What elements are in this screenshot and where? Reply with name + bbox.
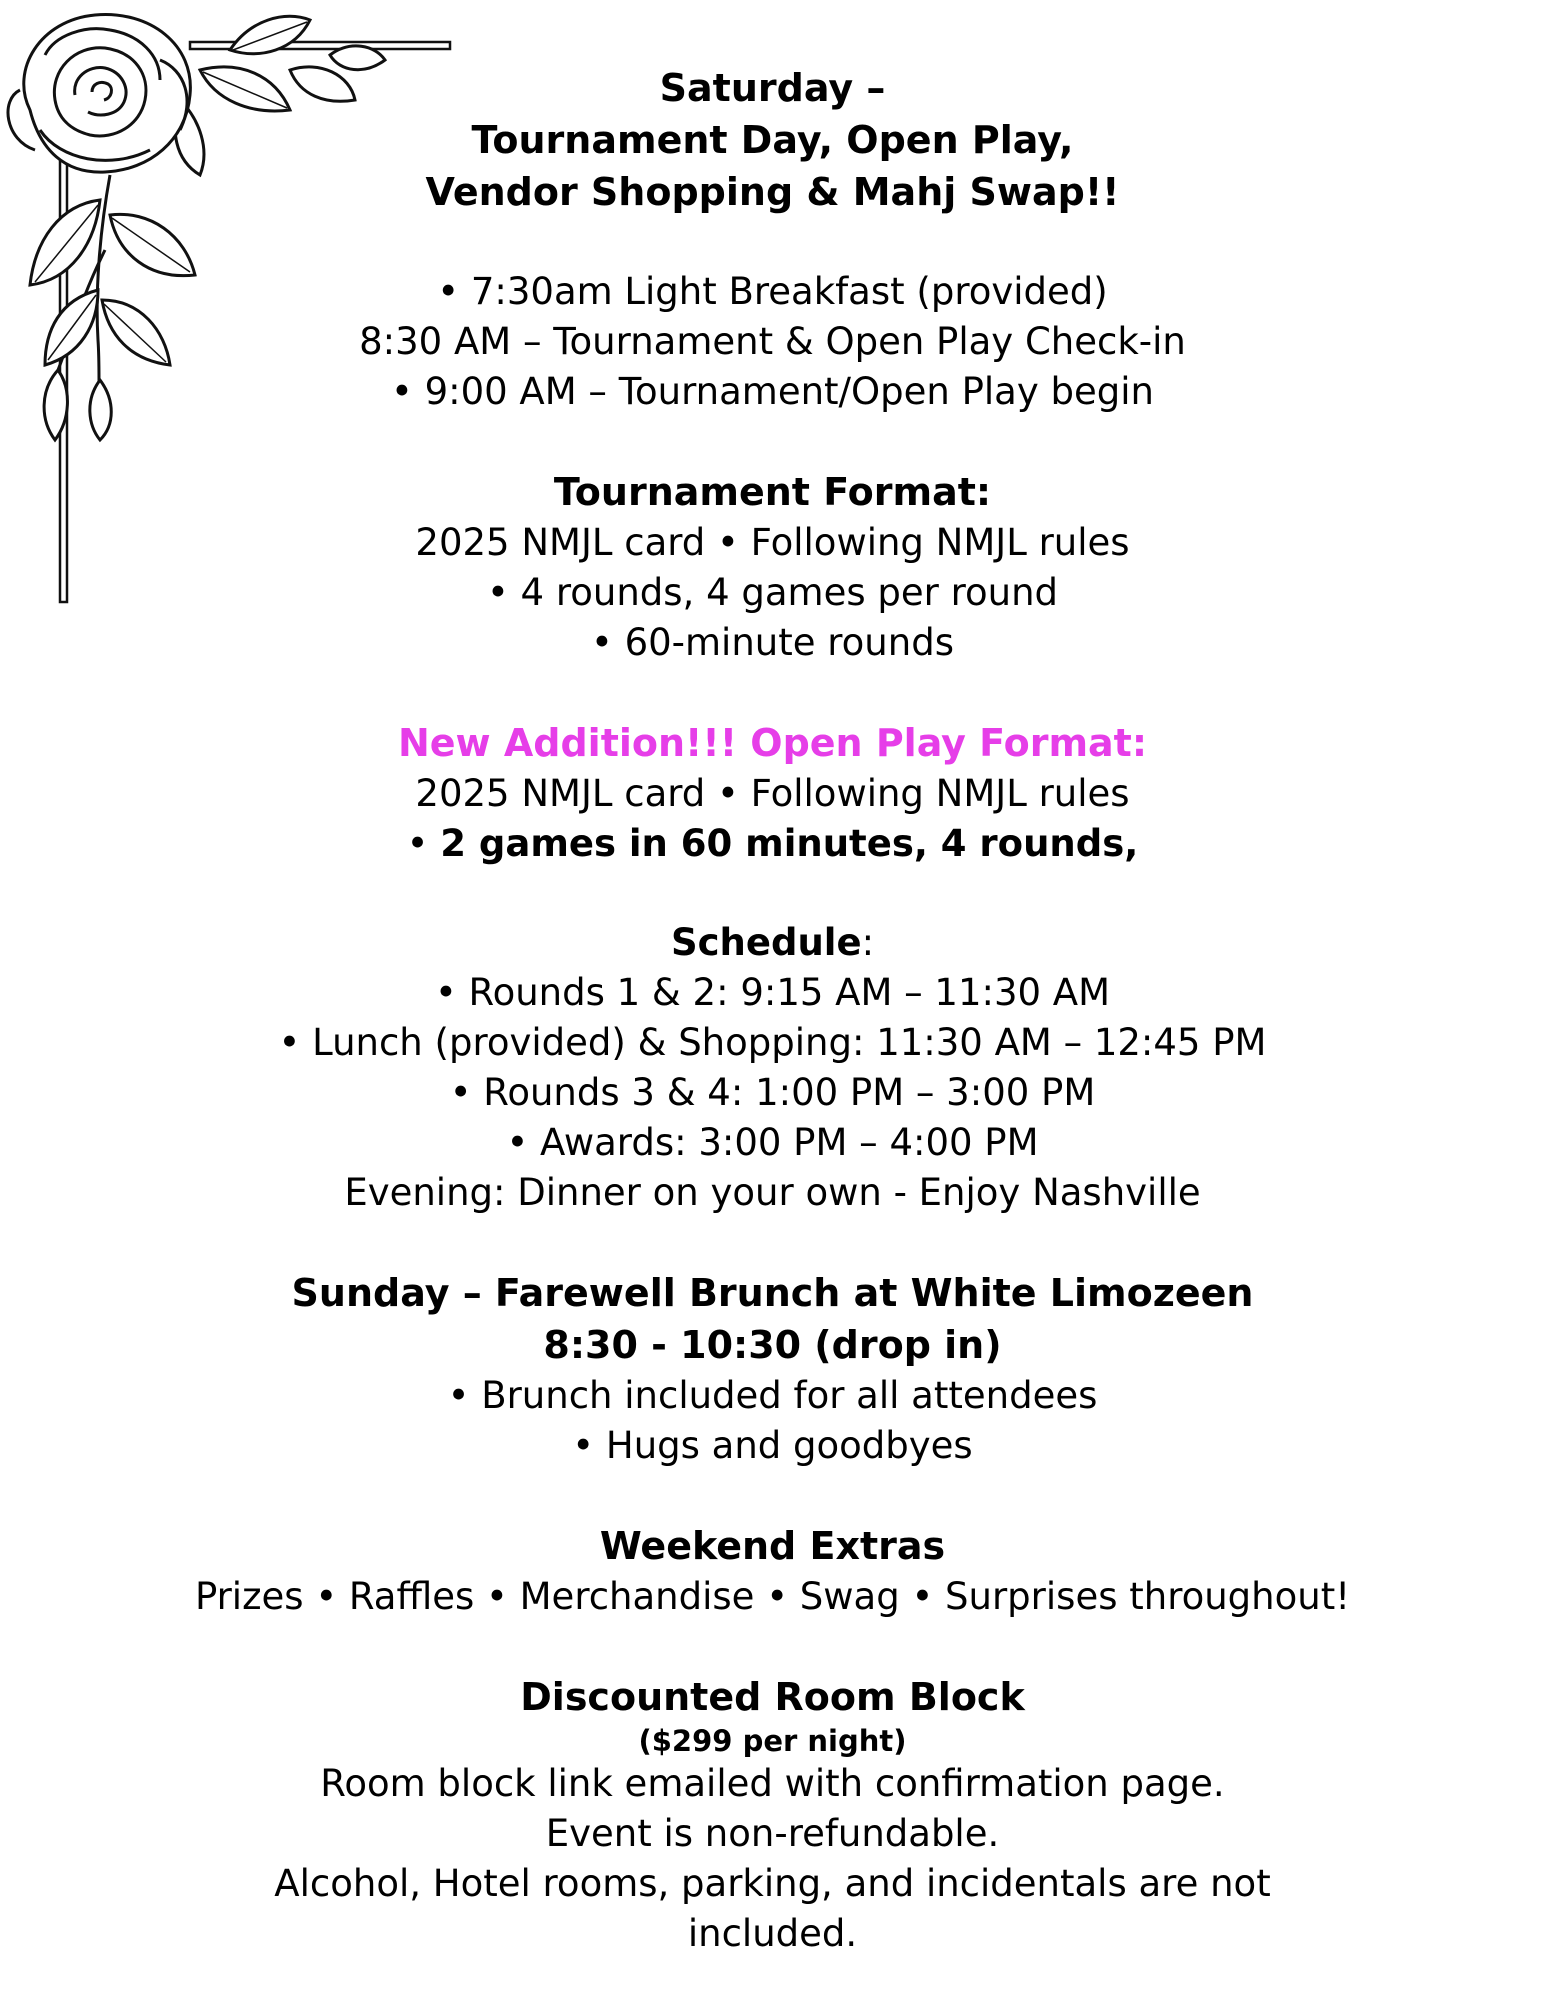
open-play-format-highlight: 2 games in 60 minutes, 4 rounds,: [440, 822, 1139, 865]
room-block-item: Alcohol, Hotel rooms, parking, and incidentals are not included.: [274, 1862, 1271, 1955]
saturday-heading-line-1: Saturday –: [659, 66, 886, 110]
schedule-item: Evening: Dinner on your own - Enjoy Nashville: [344, 1171, 1201, 1214]
room-block-price: ($299 per night): [638, 1724, 907, 1758]
open-play-format-title: New Addition!!! Open Play Format:: [397, 721, 1148, 765]
schedule-title: Schedule: [670, 921, 862, 964]
saturday-item-begin: • 9:00 AM – Tournament/Open Play begin: [391, 370, 1154, 413]
saturday-item-breakfast: • 7:30am Light Breakfast (provided): [437, 270, 1108, 313]
extras-section: [0, 1520, 1545, 1622]
schedule-item: • Rounds 3 & 4: 1:00 PM – 3:00 PM: [449, 1071, 1096, 1114]
schedule-title-colon: :: [861, 921, 875, 964]
schedule-section: [0, 918, 1545, 1218]
tournament-format-item: • 4 rounds, 4 games per round: [486, 571, 1059, 614]
extras-text: Prizes • Raffles • Merchandise • Swag • Surprises throughout!: [194, 1575, 1351, 1618]
open-play-format-highlight-line: [0, 819, 1545, 869]
event-schedule: [0, 62, 1545, 2008]
open-play-format-item: 2025 NMJL card • Following NMJL rules: [415, 772, 1130, 815]
room-block-item: Event is non-refundable.: [545, 1812, 1000, 1855]
saturday-section: [0, 62, 1545, 417]
tournament-format-item: • 60-minute rounds: [591, 621, 954, 664]
schedule-item: • Awards: 3:00 PM – 4:00 PM: [506, 1121, 1039, 1164]
saturday-item-checkin: 8:30 AM – Tournament & Open Play Check-in: [359, 320, 1186, 363]
schedule-item: • Rounds 1 & 2: 9:15 AM – 11:30 AM: [434, 971, 1111, 1014]
saturday-heading-line-3: Vendor Shopping & Mahj Swap!!: [425, 170, 1120, 214]
open-play-format-section: [0, 717, 1545, 869]
room-block-item: Room block link emailed with confirmation page.: [320, 1762, 1225, 1805]
extras-title: Weekend Extras: [599, 1524, 946, 1568]
schedule-item: • Lunch (provided) & Shopping: 11:30 AM – 12:45 PM: [278, 1021, 1267, 1064]
sunday-item: • Brunch included for all attendees: [447, 1374, 1098, 1417]
sunday-item: • Hugs and goodbyes: [572, 1424, 973, 1467]
tournament-format-section: [0, 466, 1545, 668]
sunday-time: 8:30 - 10:30 (drop in): [543, 1323, 1002, 1367]
saturday-heading-line-2: Tournament Day, Open Play,: [471, 118, 1074, 162]
room-block-section: [0, 1671, 1545, 1959]
bullet: •: [406, 822, 441, 865]
tournament-format-item: 2025 NMJL card • Following NMJL rules: [415, 521, 1130, 564]
room-block-title: Discounted Room Block: [520, 1675, 1025, 1719]
sunday-section: [0, 1267, 1545, 1471]
sunday-title: Sunday – Farewell Brunch at White Limozeen: [291, 1271, 1254, 1315]
schedule-title-line: [0, 918, 1545, 968]
tournament-format-title: Tournament Format:: [553, 470, 992, 514]
